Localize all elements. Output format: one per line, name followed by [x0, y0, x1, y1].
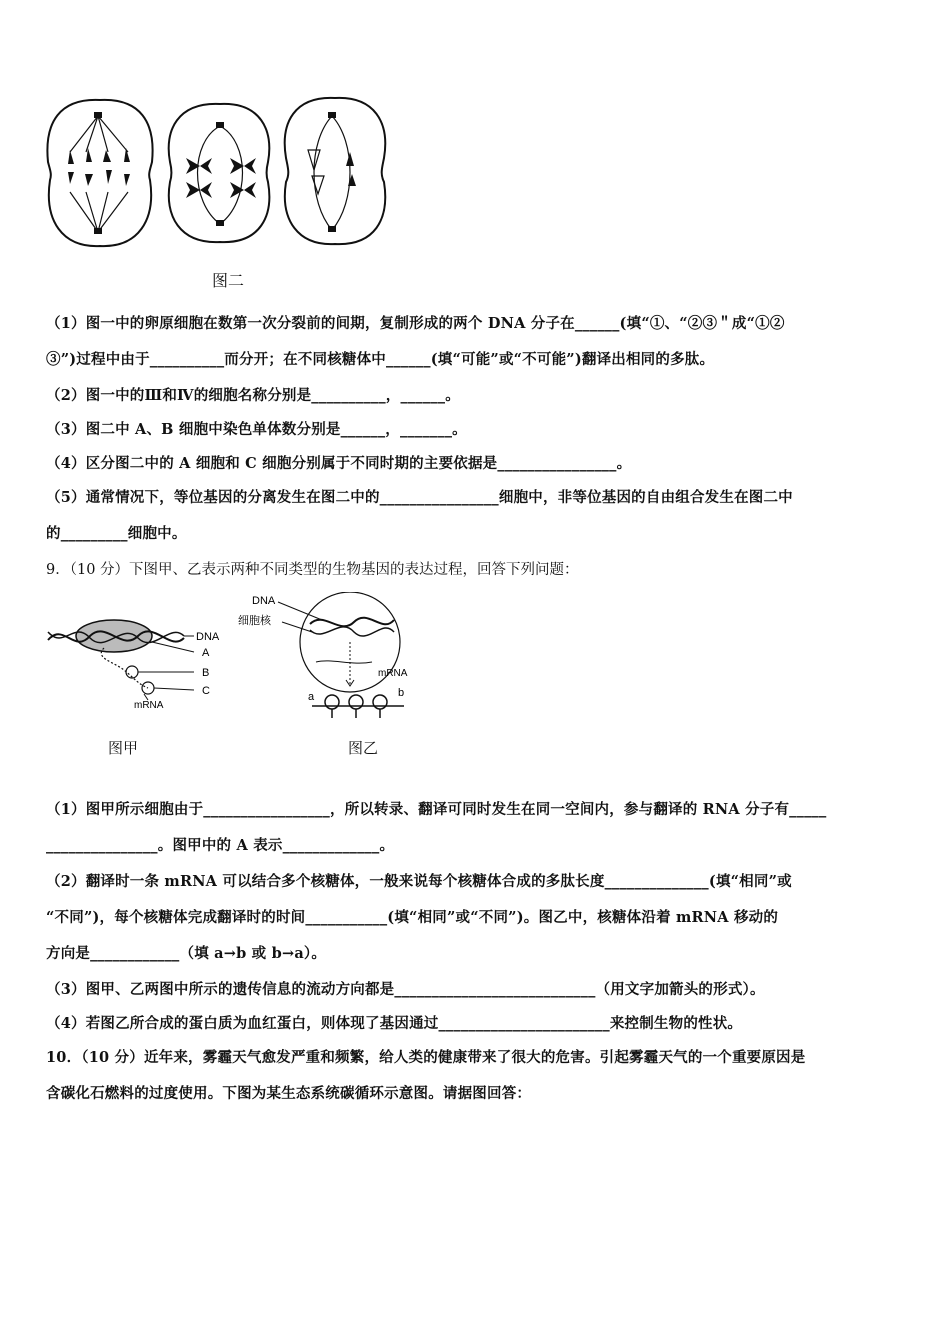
- q9-line-6: （3）图甲、乙两图中所示的遗传信息的流动方向都是___________________________（用文字加箭头的形式）。: [46, 981, 765, 998]
- jia-label-dna: DNA: [196, 631, 220, 643]
- yi-label-dna: DNA: [252, 595, 276, 607]
- yi-label-b: b: [398, 687, 405, 699]
- figure-2-cell-division: [40, 92, 390, 252]
- q9-line-2: _______________。图甲中的 A 表示_____________。: [46, 837, 395, 854]
- jia-label-mrna: mRNA: [134, 700, 164, 711]
- yi-label-mrna: mRNA: [378, 668, 408, 679]
- q9-line-4: “不同”)，每个核糖体完成翻译时的时间___________(填“相同”或“不同”)。图乙中，核糖体沿着 mRNA 移动的: [46, 909, 779, 926]
- q9-line-7: （4）若图乙所合成的蛋白质为血红蛋白，则体现了基因通过_______________________来控制生物的性状。: [46, 1015, 743, 1032]
- q9-line-3: （2）翻译时一条 mRNA 可以结合多个核糖体，一般来说每个核糖体合成的多肽长度______________(填“相同”或: [46, 873, 792, 890]
- figure-yi-eukaryote-expression: [232, 592, 422, 722]
- figure-2-caption: 图二: [212, 271, 245, 290]
- q8-line-5: （4）区分图二中的 A 细胞和 C 细胞分别属于不同时期的主要依据是________________。: [46, 455, 632, 472]
- q8-line-1: （1）图一中的卵原细胞在数第一次分裂前的间期，复制形成的两个 DNA 分子在______(填“①、“②③＂成“①②: [46, 315, 785, 332]
- jia-label-b: B: [202, 667, 210, 679]
- q10-line-1: 10．（10 分）近年来，雾霾天气愈发严重和频繁，给人类的健康带来了很大的危害。引起雾霾天气的一个重要原因是: [46, 1049, 806, 1066]
- jia-label-c: C: [202, 685, 210, 697]
- q8-line-4: （3）图二中 A、B 细胞中染色单体数分别是______，_______。: [46, 421, 467, 438]
- yi-label-a: a: [308, 691, 315, 703]
- q9-line-1: （1）图甲所示细胞由于_________________，所以转录、翻译可同时发生在同一空间内，参与翻译的 RNA 分子有_____: [46, 801, 827, 818]
- q8-line-6: （5）通常情况下，等位基因的分离发生在图二中的________________细胞中，非等位基因的自由组合发生在图二中: [46, 489, 793, 506]
- q8-line-3: （2）图一中的Ⅲ和Ⅳ的细胞名称分别是__________，______。: [46, 387, 460, 404]
- figure-jia-prokaryote-expression: [44, 592, 234, 712]
- jia-label-a: A: [202, 647, 210, 659]
- figure-jia-caption: 图甲: [108, 739, 139, 757]
- figure-yi-caption: 图乙: [348, 739, 379, 757]
- q9-heading: 9．（10 分）下图甲、乙表示两种不同类型的生物基因的表达过程，回答下列问题：: [46, 562, 579, 578]
- yi-label-nucleus: 细胞核: [238, 615, 271, 627]
- q10-line-2: 含碳化石燃料的过度使用。下图为某生态系统碳循环示意图。请据图回答：: [46, 1085, 532, 1102]
- q8-line-7: 的_________细胞中。: [46, 525, 187, 542]
- q9-line-5: 方向是____________（填 a→b 或 b→a）。: [46, 945, 327, 962]
- q8-line-2: ③”)过程中由于__________而分开；在不同核糖体中______(填“可能”或“不可能”)翻译出相同的多肽。: [46, 351, 715, 368]
